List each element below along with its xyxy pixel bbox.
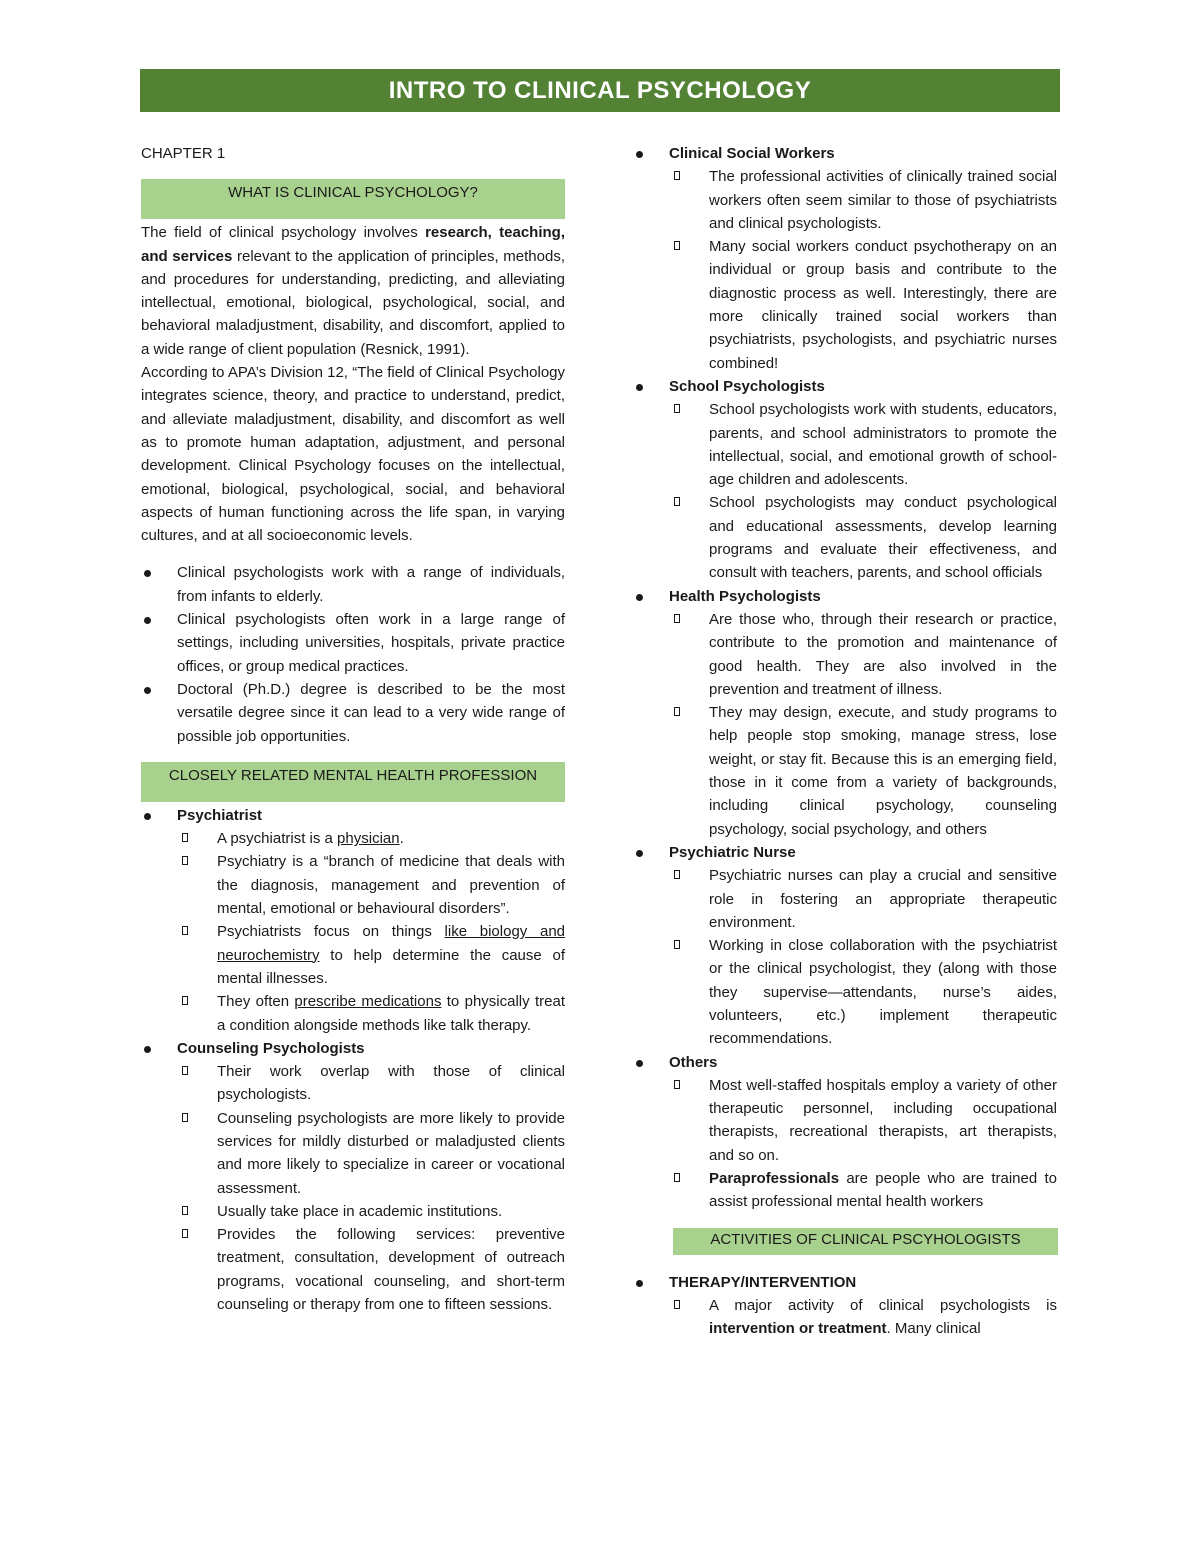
list-item: A psychiatrist is a physician.: [141, 827, 565, 850]
list-item: A major activity of clinical psychologists is intervention or treatment. Many clinical: [633, 1294, 1057, 1341]
list-item: Many social workers conduct psychotherapy on an individual or group basis and contribute to the diagnostic process as well. Interestingly, there are more clinically trained social workers than psychiatrists, psychologists, and psychiatric nurses combined!: [633, 235, 1057, 375]
apa-paragraph: According to APA’s Division 12, “The field of Clinical Psychology integrates science, theory, and practice to understand, predict, and alleviate maladjustment, disability, and discomfort as well as to promote human adaptation, adjustment, and personal development. Clinical Psychology focuses on the intellectual, emotional, biological, psychological, social, and behavioral aspects of human functioning across the life span, in varying cultures, and at all socioeconomic levels.: [141, 364, 565, 545]
profession-title: Psychiatric Nurse: [669, 843, 796, 861]
section-heading-text: WHAT IS CLINICAL PSYCHOLOGY?: [228, 184, 478, 202]
profession-school-psychologists: [633, 375, 1057, 398]
link-text: physician: [337, 830, 400, 848]
profession-title: School Psychologists: [669, 377, 825, 395]
profession-social-workers: [633, 142, 1057, 165]
list-item: Psychiatrists focus on things like biology and neurochemistry to help determine the cause of mental illnesses.: [141, 920, 565, 990]
activity-therapy: [633, 1271, 1057, 1294]
section-heading-related-professions: [141, 762, 565, 802]
list-item: Working in close collaboration with the psychiatrist or the clinical psychologist, they (along with those they supervise—attendants, nurse’s aides, volunteers, etc.) implement therapeutic recommendations.: [633, 934, 1057, 1050]
list-item: Usually take place in academic institutions.: [141, 1200, 565, 1223]
list-item: The professional activities of clinically trained social workers often seem similar to those of psychiatrists and clinical psychologists.: [633, 165, 1057, 235]
paragraph-text: relevant to the application of principles, methods, and procedures for understanding, predicting, and alleviating intellectual, emotional, biological, psychological, social, and behavioral maladjustment, disability, and discomfort, applied to a wide range of client population (Resnick, 1991).: [141, 247, 565, 358]
list-item: Counseling psychologists are more likely to provide services for mildly disturbed or maladjusted clients and more likely to specialize in career or vocational assessment.: [141, 1107, 565, 1200]
list-item: Provides the following services: preventive treatment, consultation, development of outreach programs, vocational counseling, and short-term counseling or therapy from one to fifteen sessions.: [141, 1223, 565, 1316]
profession-list-right: [633, 142, 1057, 1214]
activity-title: THERAPY/INTERVENTION: [669, 1273, 857, 1291]
profession-health-psychologists: [633, 585, 1057, 608]
profession-title: Clinical Social Workers: [669, 145, 835, 162]
definition-paragraph: [141, 221, 565, 361]
list-item: School psychologists work with students, educators, parents, and school administrators to promote the intellectual, social, and emotional growth of school-age children and adolescents.: [633, 398, 1057, 491]
activities-list: [633, 1271, 1057, 1341]
profession-title: Counseling Psychologists: [177, 1039, 365, 1057]
profession-psychiatric-nurse: [633, 841, 1057, 864]
list-item: School psychologists may conduct psychological and educational assessments, develop learning programs and evaluate their effectiveness, and consult with teachers, parents, and school officials: [633, 491, 1057, 584]
document-title-banner: [140, 69, 1060, 112]
list-item: They often prescribe medications to physically treat a condition alongside methods like talk therapy.: [141, 990, 565, 1037]
underlined-text: prescribe medications: [294, 993, 442, 1011]
list-item: Psychiatric nurses can play a crucial and sensitive role in fostering an appropriate therapeutic environment.: [633, 864, 1057, 934]
list-item: Doctoral (Ph.D.) degree is described to be the most versatile degree since it can lead to a very wide range of possible job opportunities.: [141, 678, 565, 748]
section-heading-activities: [673, 1228, 1058, 1255]
list-item: Clinical psychologists work with a range of individuals, from infants to elderly.: [141, 561, 565, 608]
section-heading-text: CLOSELY RELATED MENTAL HEALTH PROFESSION: [168, 766, 538, 784]
list-item: Their work overlap with those of clinical psychologists.: [141, 1060, 565, 1107]
left-column: [141, 142, 565, 1316]
profession-others: [633, 1051, 1057, 1074]
paragraph-text: The field of clinical psychology involves: [141, 224, 426, 242]
chapter-label: CHAPTER 1: [141, 145, 226, 162]
bold-term: Paraprofessionals: [709, 1170, 840, 1188]
right-column: [633, 142, 1057, 1341]
profession-counseling: [141, 1037, 565, 1060]
profession-list-left: [141, 804, 565, 1317]
profession-psychiatrist: [141, 804, 565, 827]
bold-term: intervention or treatment: [709, 1320, 887, 1338]
underlined-text: like biology and neurochemistry: [217, 923, 566, 964]
section-heading-what-is: [141, 179, 565, 219]
list-item: Psychiatry is a “branch of medicine that deals with the diagnosis, management and prevention of mental, emotional or behavioural disorders”.: [141, 850, 565, 920]
list-item: They may design, execute, and study programs to help people stop smoking, manage stress, lose weight, or stay fit. Because this is an emerging field, those in it come from a variety of backgrounds, including clinical psychology, counseling psychology, social psychology, and others: [633, 701, 1057, 841]
list-item: Clinical psychologists often work in a large range of settings, including universities, hospitals, private practice offices, or group medical practices.: [141, 608, 565, 678]
profession-title: Psychiatrist: [177, 806, 263, 824]
paragraph-bold-text: research, teaching, and services: [141, 224, 565, 265]
section-heading-text: ACTIVITIES OF CLINICAL PSCYHOLOGISTS: [710, 1230, 1021, 1248]
document-title: INTRO TO CLINICAL PSYCHOLOGY: [388, 76, 812, 104]
profession-title: Others: [669, 1053, 718, 1071]
intro-bullet-list: [141, 561, 565, 747]
profession-title: Health Psychologists: [669, 587, 821, 605]
list-item: Are those who, through their research or practice, contribute to the promotion and maintenance of good health. They are also involved in the prevention and treatment of illness.: [633, 608, 1057, 701]
list-item: Paraprofessionals are people who are trained to assist professional mental health workers: [633, 1167, 1057, 1214]
list-item: Most well-staffed hospitals employ a variety of other therapeutic personnel, including occupational therapists, recreational therapists, art therapists, and so on.: [633, 1074, 1057, 1167]
